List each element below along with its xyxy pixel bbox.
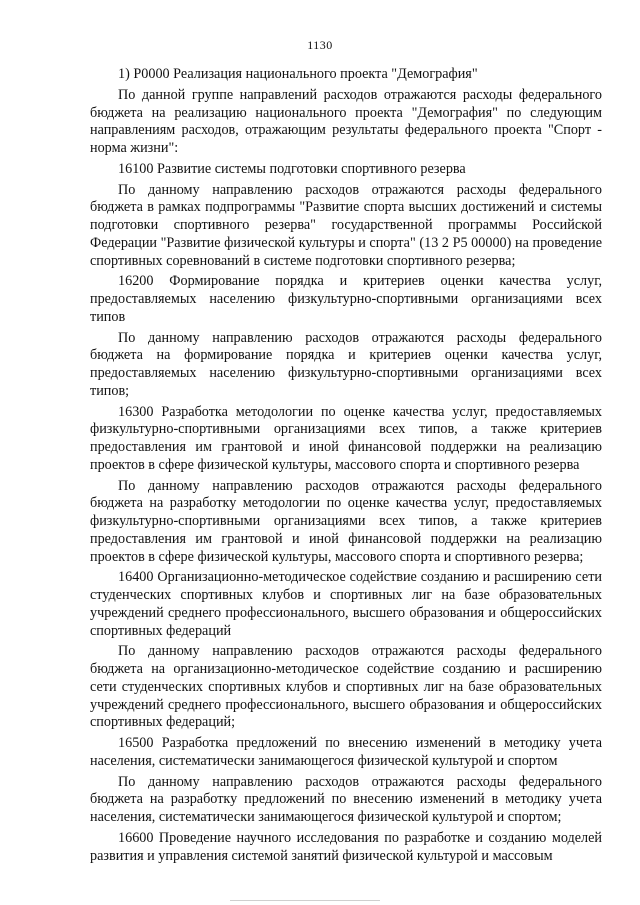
paragraph-code-16400-description: По данному направлению расходов отражаются расходы федерального бюджета на организационно-методическое содействие созданию и расширению сети студенческих спортивных клубов и спортивных лиг на базе образовательных учреждений среднего профессионального, высшего образования и общероссийских спортивных федераций; xyxy=(90,643,602,731)
document-body xyxy=(90,66,602,868)
paragraph-code-16600: 16600 Проведение научного исследования по разработке и созданию моделей развития и управления системой занятий физической культурой и массовым xyxy=(90,829,602,864)
paragraph-code-16200: 16200 Формирование порядка и критериев оценки качества услуг, предоставляемых населению физкультурно-спортивными организациями всех типов xyxy=(90,273,602,325)
scan-edge-mark xyxy=(230,900,380,901)
paragraph-section-description: По данной группе направлений расходов отражаются расходы федерального бюджета на реализацию национального проекта "Демография" по следующим направлениям расходов, отражающим результаты федерального проекта "Спорт - норма жизни": xyxy=(90,86,602,156)
page-number: 1130 xyxy=(307,38,333,52)
paragraph-code-16400: 16400 Организационно-методическое содействие созданию и расширению сети студенческих спортивных клубов и спортивных лиг на базе образовательных учреждений среднего профессионального, высшего образования и общероссийских спортивных федераций xyxy=(90,569,602,639)
paragraph-code-16300: 16300 Разработка методологии по оценке качества услуг, предоставляемых физкультурно-спортивными организациями всех типов, а также критериев предоставления им грантовой и иной финансовой поддержки на реализацию проектов в сфере физической культуры, массового спорта и спортивного резерва xyxy=(90,403,602,473)
paragraph-code-16500-description: По данному направлению расходов отражаются расходы федерального бюджета на разработку предложений по внесению изменений в методику учета населения, систематически занимающегося физической культурой и спортом; xyxy=(90,773,602,825)
paragraph-code-16100-description: По данному направлению расходов отражаются расходы федерального бюджета в рамках подпрограммы "Развитие спорта высших достижений и системы подготовки спортивного резерва" государственной программы Российской Федерации "Развитие физической культуры и спорта" (13 2 Р5 00000) на проведение спортивных соревнований в системе подготовки спортивного резерва; xyxy=(90,181,602,269)
paragraph-code-16100: 16100 Развитие системы подготовки спортивного резерва xyxy=(118,160,466,177)
paragraph-code-16200-description: По данному направлению расходов отражаются расходы федерального бюджета на формирование порядка и критериев оценки качества услуг, предоставляемых населению физкультурно-спортивными организациями всех типов; xyxy=(90,329,602,399)
paragraph-code-16300-description: По данному направлению расходов отражаются расходы федерального бюджета на разработку методологии по оценке качества услуг, предоставляемых физкультурно-спортивными организациями всех типов, а также критериев предоставления им грантовой и иной финансовой поддержки на реализацию проектов в сфере физической культуры, массового спорта и спортивного резерва; xyxy=(90,477,602,565)
paragraph-section-heading: 1) Р0000 Реализация национального проекта "Демография" xyxy=(118,66,478,82)
paragraph-code-16500: 16500 Разработка предложений по внесению изменений в методику учета населения, систематически занимающегося физической культурой и спортом xyxy=(90,735,602,769)
